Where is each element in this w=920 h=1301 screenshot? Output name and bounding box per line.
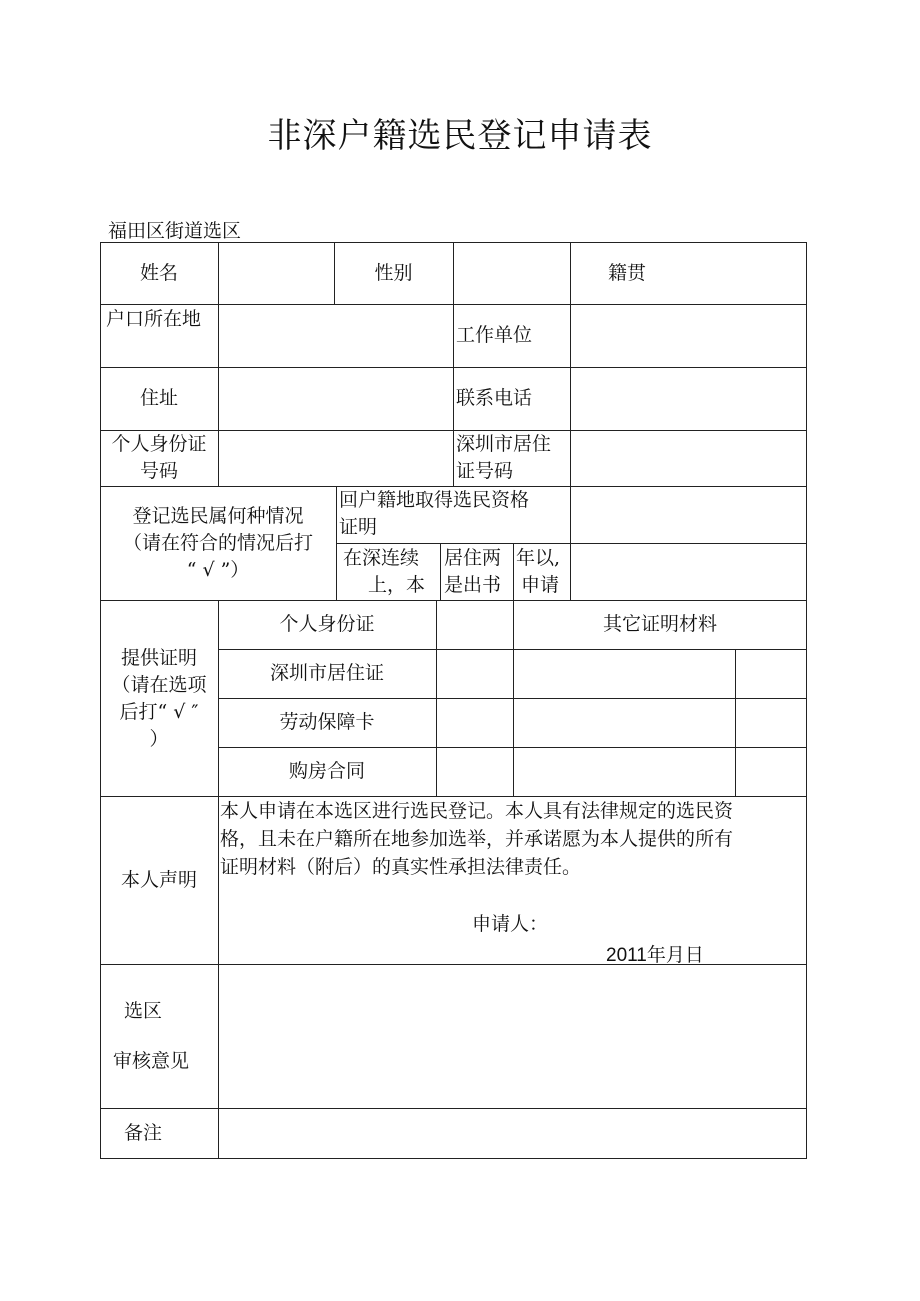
declaration-text-line1: 本人申请在本选区进行选民登记。本人具有法律规定的选民资 xyxy=(220,800,734,822)
row-divider xyxy=(100,600,807,601)
label-sz-residence-line1: 深圳市居住 xyxy=(456,433,552,455)
date-year: 2011 xyxy=(606,945,647,966)
row-divider xyxy=(100,1108,807,1109)
label-name: 姓名 xyxy=(139,262,178,284)
declaration-text-line3: 证明材料（附后）的真实性承担法律责任。 xyxy=(220,856,582,878)
label-id-number-line1: 个人身份证 xyxy=(111,433,207,455)
label-other-materials: 其它证明材料 xyxy=(602,613,717,635)
option-return-hukou-line2: 证明 xyxy=(339,516,378,538)
label-work-unit: 工作单位 xyxy=(456,324,533,346)
label-applicant: 申请人： xyxy=(472,913,549,935)
label-remarks: 备注 xyxy=(124,1122,163,1144)
option-sz-continuous-b2: 是出书 xyxy=(444,574,502,596)
label-sz-residence-line2: 证号码 xyxy=(456,460,514,482)
date-line xyxy=(606,941,704,970)
proof-item-labor-card: 劳动保障卡 xyxy=(279,711,375,733)
option-sz-continuous-b1: 居住两 xyxy=(444,547,502,569)
option-sz-continuous-c2: 申请 xyxy=(521,574,560,596)
col-divider xyxy=(513,543,514,600)
declaration-text-line2: 格，且未在户籍所在地参加选举，并承诺愿为本人提供的所有 xyxy=(220,828,734,850)
label-proof-line2: （请在选项 xyxy=(111,674,207,696)
label-gender: 性别 xyxy=(374,262,413,284)
page-title: 非深户籍选民登记申请表 xyxy=(267,116,653,156)
label-address: 住址 xyxy=(139,387,178,409)
label-hukou-location: 户口所在地 xyxy=(106,308,202,330)
option-sz-continuous-a1: 在深连续 xyxy=(343,547,420,569)
label-review-line1: 选区 xyxy=(124,1000,163,1022)
col-divider xyxy=(735,649,736,796)
col-divider xyxy=(570,486,571,600)
label-situation-line1: 登记选民属何种情况 xyxy=(132,505,304,527)
proof-item-residence-permit: 深圳市居住证 xyxy=(269,662,384,684)
col-divider xyxy=(440,543,441,600)
col-divider xyxy=(218,964,219,1159)
label-id-number-line2: 号码 xyxy=(139,460,178,482)
proof-item-house-contract: 购房合同 xyxy=(288,760,365,782)
label-phone: 联系电话 xyxy=(456,387,533,409)
col-divider xyxy=(218,242,219,486)
col-divider xyxy=(436,600,437,796)
label-situation-line3: “ √ ”） xyxy=(186,559,250,581)
option-sz-continuous-a2: 上，本 xyxy=(368,574,426,596)
label-proof-line4: ） xyxy=(149,728,169,750)
label-native-place: 籍贯 xyxy=(607,262,646,284)
label-situation-line2: （请在符合的情况后打 xyxy=(122,532,313,554)
proof-item-id-card: 个人身份证 xyxy=(279,613,375,635)
label-proof-line3: 后打“ √ ″ xyxy=(119,701,199,723)
col-divider xyxy=(453,242,454,486)
label-proof-line1: 提供证明 xyxy=(120,647,197,669)
option-return-hukou-line1: 回户籍地取得选民资格 xyxy=(339,489,530,511)
date-suffix: 年月日 xyxy=(646,944,704,966)
district-label: 福田区街道选区 xyxy=(108,220,242,242)
option-sz-continuous-c1: 年以, xyxy=(516,547,561,569)
col-divider xyxy=(336,486,337,600)
label-review-line2: 审核意见 xyxy=(113,1050,190,1072)
label-declaration: 本人声明 xyxy=(120,869,197,891)
